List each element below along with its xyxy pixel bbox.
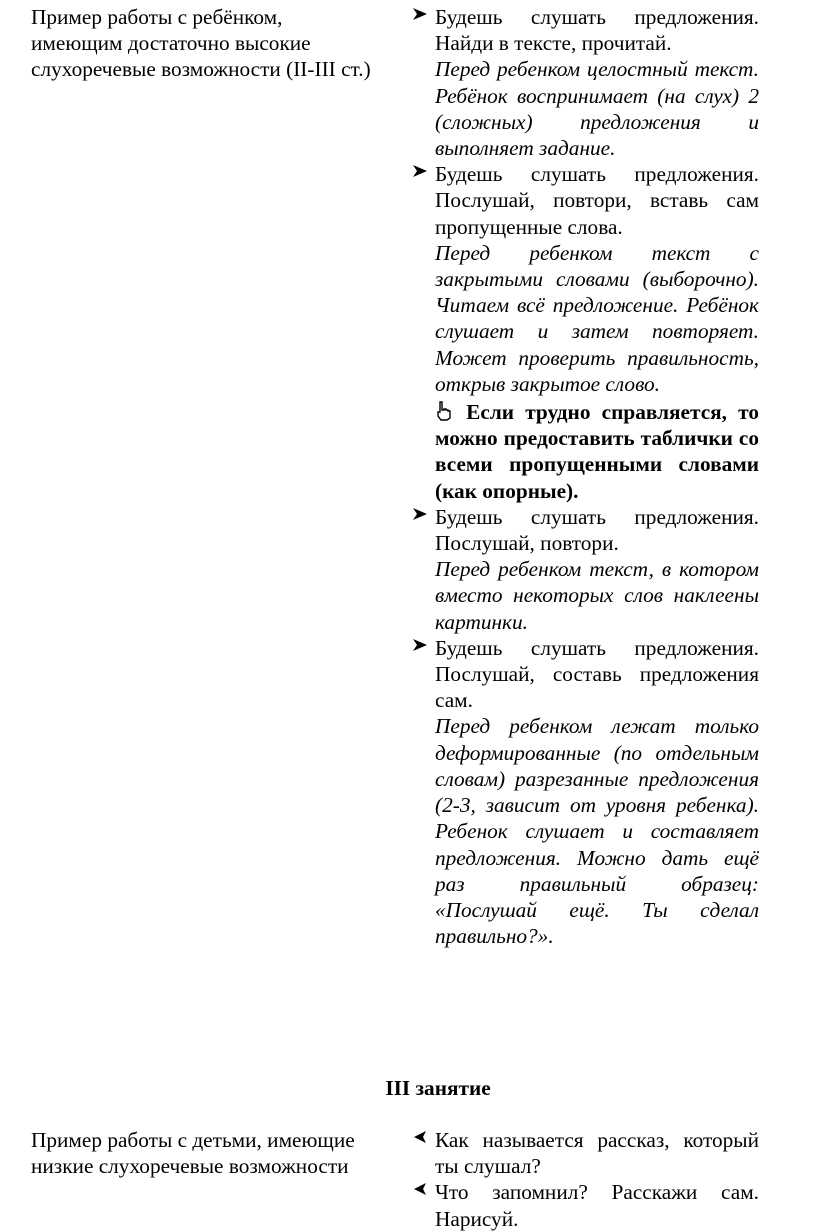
list-item <box>411 504 759 635</box>
arrowhead-bullet-icon <box>410 635 430 661</box>
triangle-left-bullet-icon <box>410 1127 430 1153</box>
item-explanation: Перед ребенком текст, в котором вместо некоторых слов наклеены картинки. <box>435 557 759 634</box>
item-text: Как называется рассказ, который ты слушал? <box>435 1128 759 1179</box>
section1-left-text: Пример работы с ребёнком, имеющим достаточно высокие слухоречевые возможности (II-III ст.) <box>31 5 371 82</box>
item-note: Если трудно справляется, то можно предоставить таблички со всеми пропущенными словами (как опорные). <box>435 400 759 503</box>
item-instruction: Будешь слушать предложения. Послушай, составь предложения сам. <box>435 635 759 713</box>
arrowhead-bullet-icon <box>410 4 430 30</box>
pointing-hand-icon <box>435 401 455 421</box>
item-text: Что запомнил? Расскажи сам. Нарисуй. <box>435 1180 759 1231</box>
list-item <box>411 635 759 949</box>
list-item <box>411 1179 759 1231</box>
item-explanation: Перед ребенком целостный текст. Ребёнок воспринимает (на слух) 2 (сложных) предложения и выполняет задание. <box>435 57 759 161</box>
item-instruction: Будешь слушать предложения. Найди в тексте, прочитай. <box>435 5 759 56</box>
list-item <box>411 4 759 161</box>
section2-right-list <box>411 1127 759 1232</box>
arrowhead-bullet-icon <box>410 161 430 187</box>
item-explanation: Перед ребенком лежат только деформированные (по отдельным словам) разрезанные предложения (2-3, зависит от уровня ребенка). Ребенок слушает и составляет предложения. Можно дать ещё раз правильный образец: «Послушай ещё. Ты сделал правильно?». <box>435 714 759 949</box>
section2-left-text: Пример работы с детьми, имеющие низкие слухоречевые возможности <box>31 1128 355 1179</box>
item-instruction: Будешь слушать предложения. Послушай, повтори. <box>435 504 759 556</box>
list-item <box>411 1127 759 1179</box>
section-heading: III занятие <box>385 1076 491 1100</box>
item-explanation: Перед ребенком текст с закрытыми словами (выборочно). Читаем всё предложение. Ребёнок слушает и затем повторяет. Может проверить правильность, открыв закрытое слово. <box>435 240 759 396</box>
triangle-left-bullet-icon <box>410 1179 430 1205</box>
arrowhead-bullet-icon <box>410 504 430 530</box>
item-instruction: Будешь слушать предложения. Послушай, повтори, вставь сам пропущенные слова. <box>435 162 759 239</box>
section1-right-list <box>411 4 759 949</box>
list-item <box>411 161 759 504</box>
